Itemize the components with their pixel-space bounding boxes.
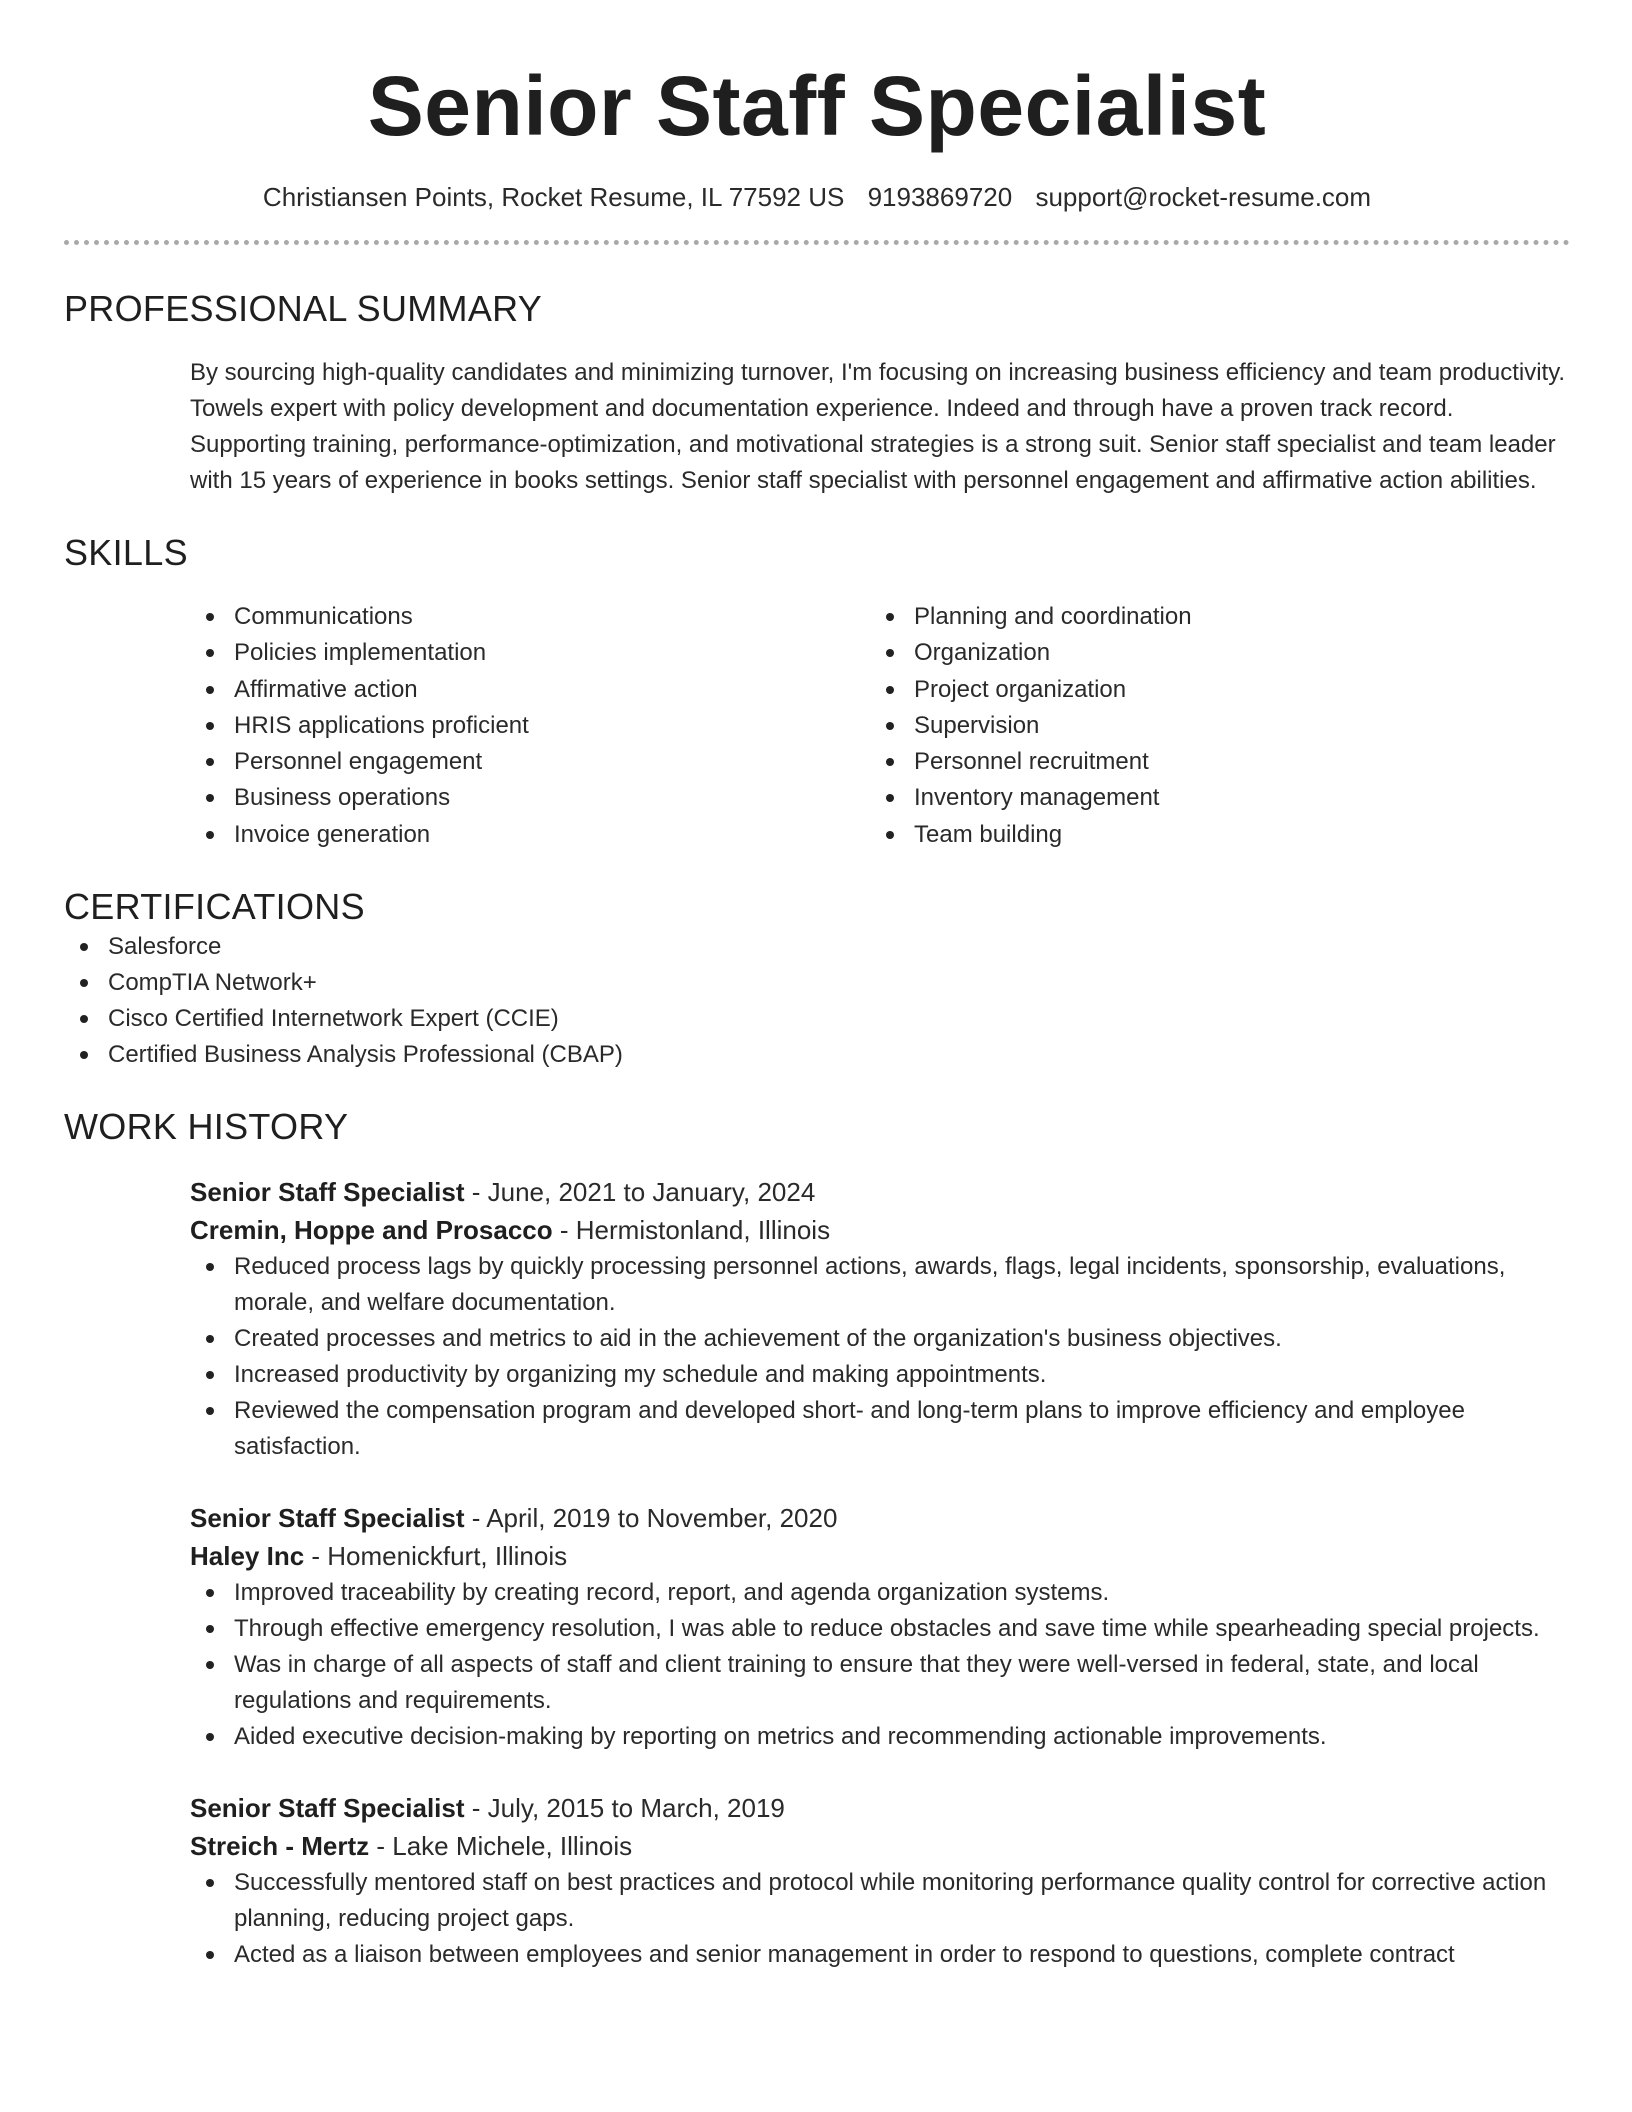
contact-phone: 9193869720 bbox=[867, 182, 1013, 212]
certification-item: Salesforce bbox=[64, 929, 1570, 965]
resume-name: Senior Staff Specialist bbox=[367, 59, 1267, 153]
job-entry bbox=[190, 1499, 1570, 1755]
job-bullet: Created processes and metrics to aid in the achievement of the organization's business objectives. bbox=[190, 1321, 1570, 1357]
job-title-line bbox=[190, 1499, 1570, 1537]
job-bullet: Successfully mentored staff on best practices and protocol while monitoring performance quality control for corrective action planning, reducing project gaps. bbox=[190, 1865, 1570, 1937]
job-bullets bbox=[190, 1575, 1570, 1755]
job-bullet: Acted as a liaison between employees and senior management in order to respond to questions, complete contract bbox=[190, 1937, 1570, 1973]
skill-item: Personnel recruitment bbox=[870, 744, 1550, 780]
summary-heading: PROFESSIONAL SUMMARY bbox=[64, 288, 543, 329]
skill-item: Project organization bbox=[870, 672, 1550, 708]
job-title-line bbox=[190, 1789, 1570, 1827]
skill-item: HRIS applications proficient bbox=[190, 708, 870, 744]
certification-item: CompTIA Network+ bbox=[64, 965, 1570, 1001]
job-dates: - July, 2015 to March, 2019 bbox=[464, 1793, 785, 1824]
job-bullets bbox=[190, 1865, 1570, 1973]
skill-item: Supervision bbox=[870, 708, 1550, 744]
certifications-heading: CERTIFICATIONS bbox=[64, 886, 365, 928]
job-entry bbox=[190, 1789, 1570, 1973]
job-bullet: Was in charge of all aspects of staff and client training to ensure that they were well-versed in federal, state, and local regulations and requirements. bbox=[190, 1647, 1570, 1719]
job-role: Senior Staff Specialist bbox=[190, 1503, 465, 1534]
skill-item: Affirmative action bbox=[190, 672, 870, 708]
skill-item: Invoice generation bbox=[190, 817, 870, 853]
skill-item: Planning and coordination bbox=[870, 599, 1550, 635]
summary-text: By sourcing high-quality candidates and minimizing turnover, I'm focusing on increasing business efficiency and team productivity. Towels expert with policy development and documentation experience. Indeed and through have a proven track record. Supporting training, performance-optimization, and motivational strategies is a strong suit. Senior staff specialist and team leader with 15 years of experience in books settings. Senior staff specialist with personnel engagement and affirmative action abilities. bbox=[190, 359, 1566, 494]
skill-item: Team building bbox=[870, 817, 1550, 853]
job-company: Cremin, Hoppe and Prosacco bbox=[190, 1215, 553, 1246]
certification-item: Cisco Certified Internetwork Expert (CCIE) bbox=[64, 1001, 1570, 1037]
skill-item: Personnel engagement bbox=[190, 744, 870, 780]
job-company-line bbox=[190, 1537, 1570, 1575]
skill-item: Business operations bbox=[190, 780, 870, 816]
job-location: - Hermistonland, Illinois bbox=[552, 1215, 831, 1246]
header-divider bbox=[64, 240, 1570, 245]
skill-item: Organization bbox=[870, 635, 1550, 671]
job-role: Senior Staff Specialist bbox=[190, 1177, 465, 1208]
job-bullet: Reduced process lags by quickly processing personnel actions, awards, flags, legal incidents, sponsorship, evaluations, morale, and welfare documentation. bbox=[190, 1249, 1570, 1321]
job-bullet: Increased productivity by organizing my schedule and making appointments. bbox=[190, 1357, 1570, 1393]
job-bullet: Reviewed the compensation program and developed short- and long-term plans to improve efficiency and employee satisfaction. bbox=[190, 1393, 1570, 1465]
job-bullet: Improved traceability by creating record, report, and agenda organization systems. bbox=[190, 1575, 1570, 1611]
job-company-line bbox=[190, 1827, 1570, 1865]
skill-item: Policies implementation bbox=[190, 635, 870, 671]
job-title-line bbox=[190, 1173, 1570, 1211]
contact-line bbox=[64, 180, 1570, 214]
resume-page bbox=[64, 0, 1570, 1973]
job-company-line bbox=[190, 1211, 1570, 1249]
skill-item: Inventory management bbox=[870, 780, 1550, 816]
job-bullet: Aided executive decision-making by reporting on metrics and recommending actionable improvements. bbox=[190, 1719, 1570, 1755]
job-dates: - April, 2019 to November, 2020 bbox=[464, 1503, 838, 1534]
job-location: - Lake Michele, Illinois bbox=[369, 1831, 633, 1862]
skills-list-left bbox=[190, 599, 870, 853]
job-bullets bbox=[190, 1249, 1570, 1465]
job-company: Streich - Mertz bbox=[190, 1831, 370, 1862]
certification-item: Certified Business Analysis Professional (CBAP) bbox=[64, 1037, 1570, 1073]
skills-columns bbox=[190, 599, 1570, 853]
skills-heading: SKILLS bbox=[64, 532, 188, 573]
certifications-list bbox=[64, 929, 1570, 1073]
job-bullet: Through effective emergency resolution, I was able to reduce obstacles and save time while spearheading special projects. bbox=[190, 1611, 1570, 1647]
job-dates: - June, 2021 to January, 2024 bbox=[464, 1177, 816, 1208]
job-entry bbox=[190, 1173, 1570, 1465]
skills-column-left bbox=[190, 599, 870, 853]
contact-address: Christiansen Points, Rocket Resume, IL 77592 US bbox=[262, 182, 845, 212]
work-history-heading: WORK HISTORY bbox=[64, 1106, 349, 1148]
skills-list-right bbox=[870, 599, 1550, 853]
job-location: - Homenickfurt, Illinois bbox=[304, 1541, 568, 1572]
skill-item: Communications bbox=[190, 599, 870, 635]
contact-email: support@rocket-resume.com bbox=[1035, 182, 1372, 212]
job-role: Senior Staff Specialist bbox=[190, 1793, 465, 1824]
skills-column-right bbox=[870, 599, 1550, 853]
job-company: Haley Inc bbox=[190, 1541, 305, 1572]
